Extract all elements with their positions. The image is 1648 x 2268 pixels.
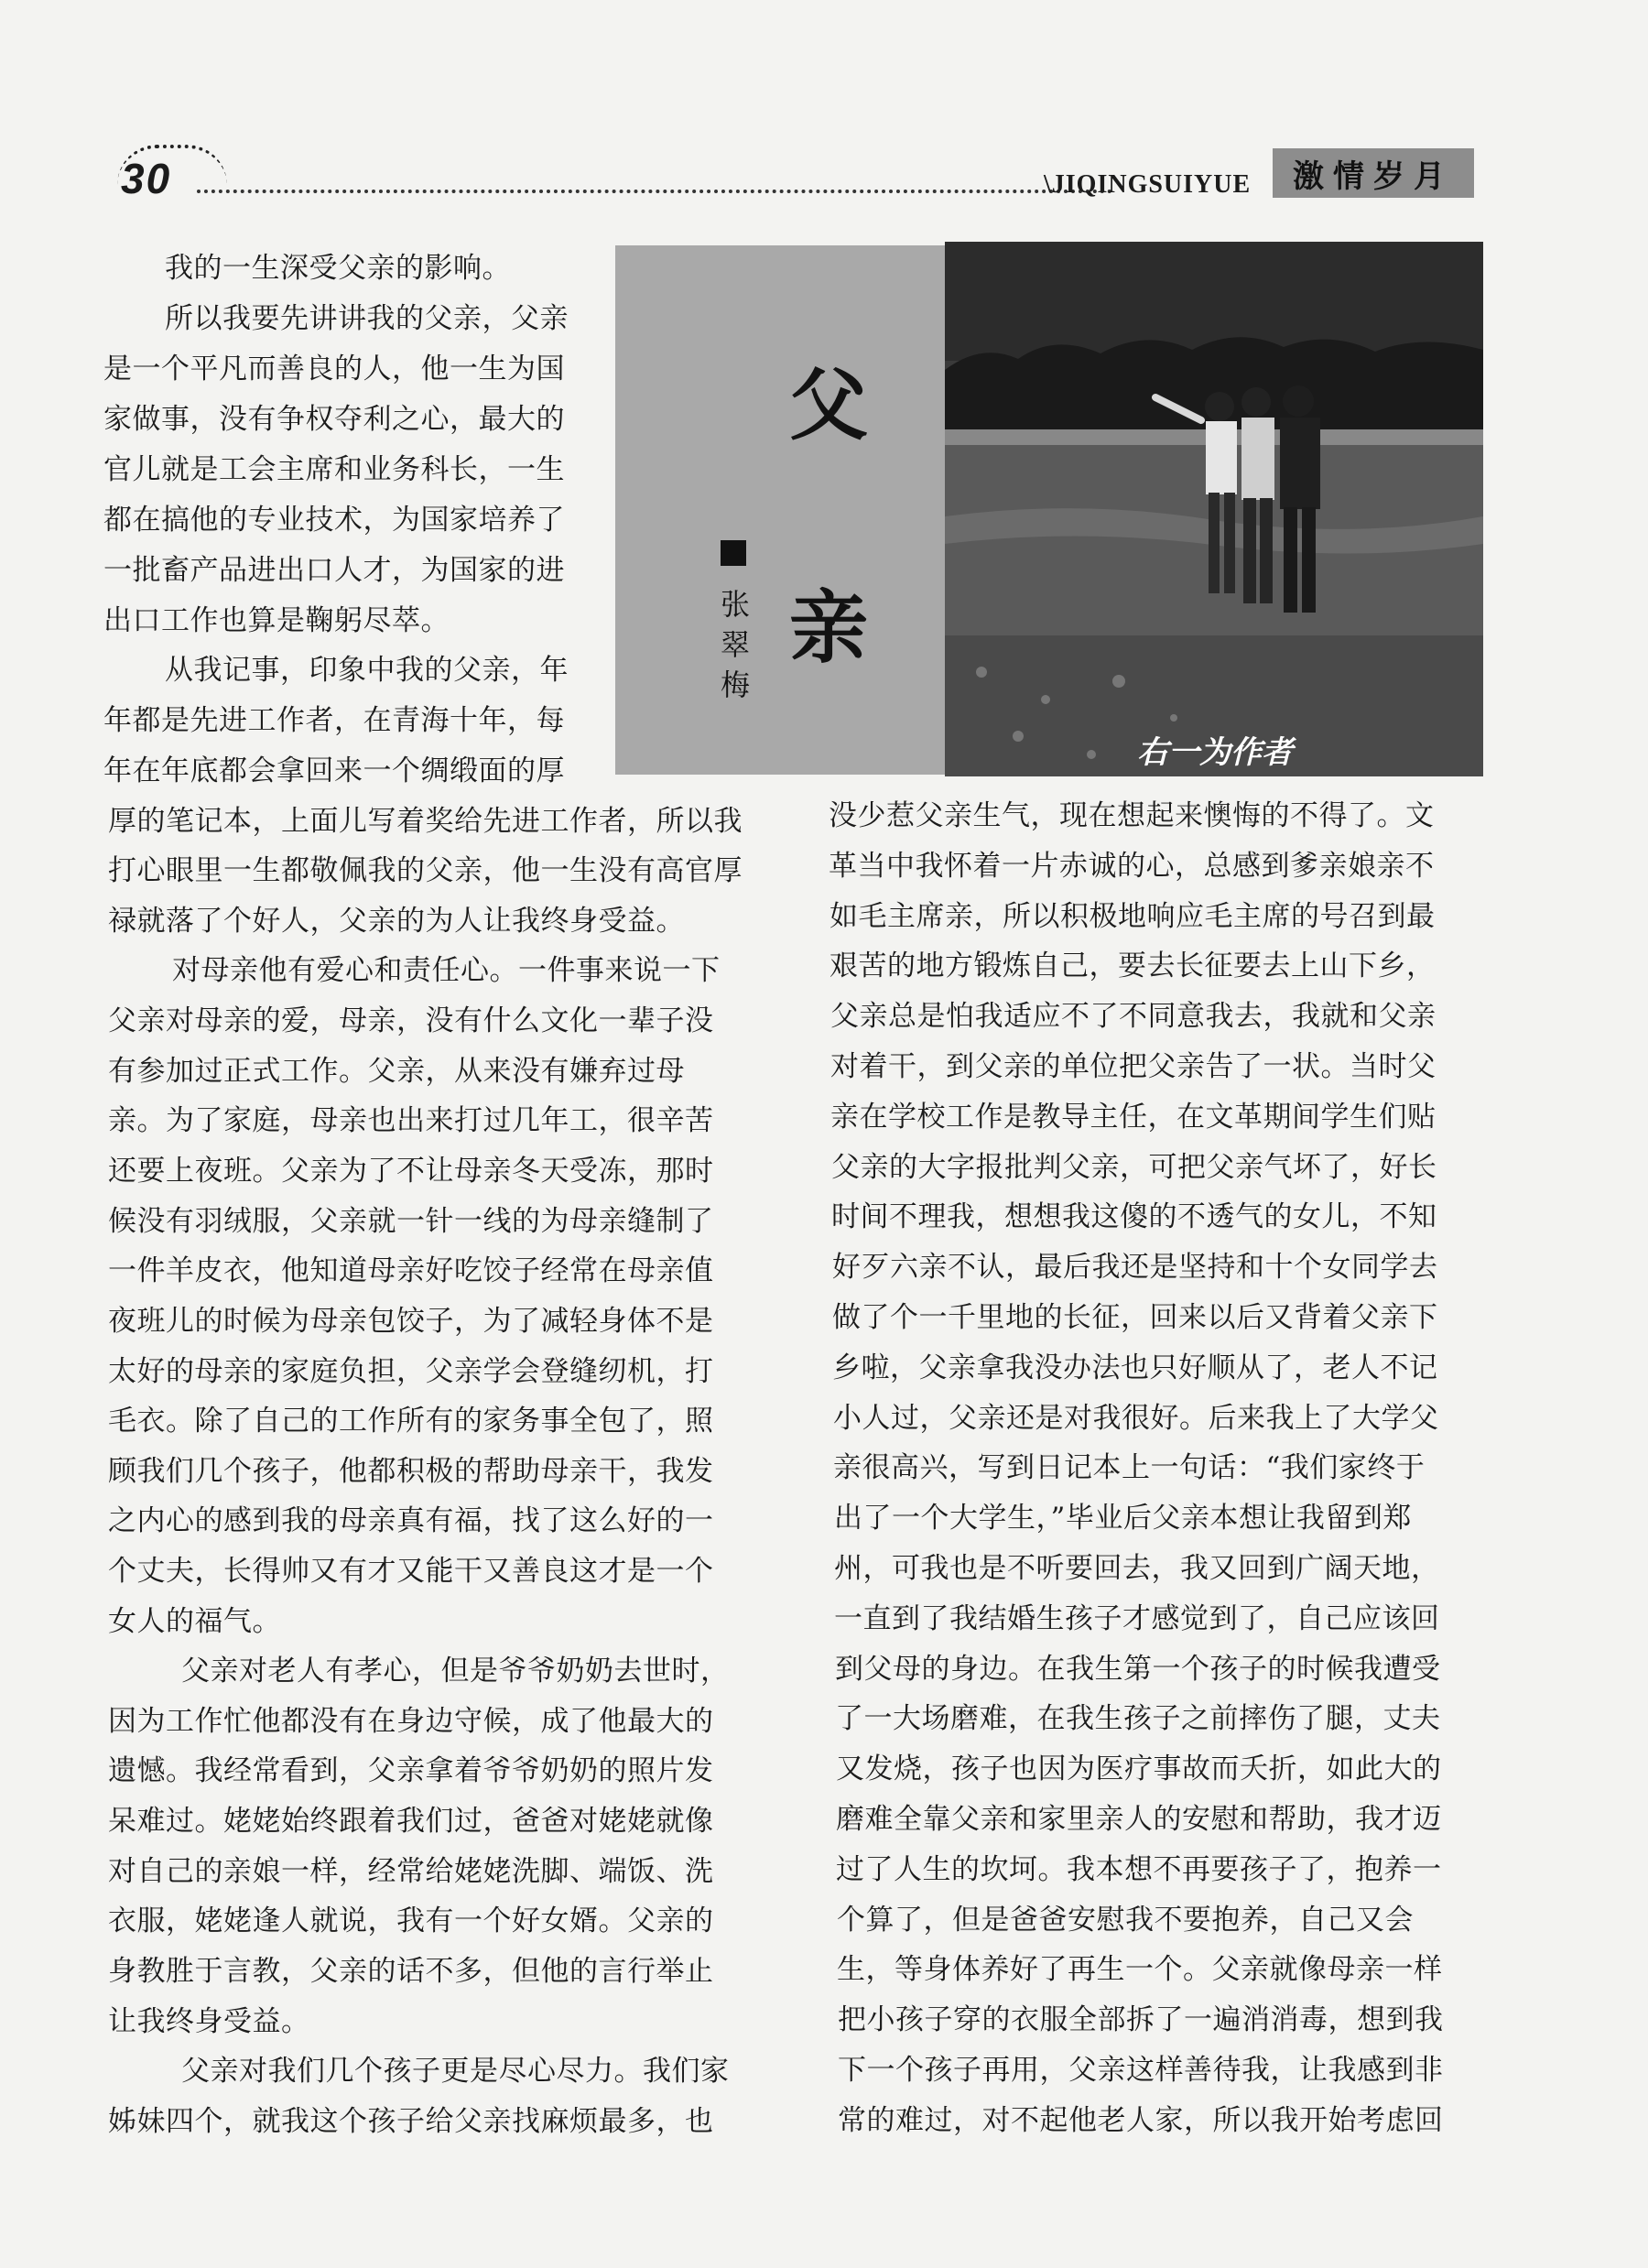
- article-text-line: 让我终身受益。: [108, 2005, 310, 2038]
- article-text-line: 下一个孩子再用，父亲这样善待我，让我感到非: [838, 2054, 1444, 2087]
- article-text-line: 姊妹四个，就我这个孩子给父亲找麻烦最多，也: [108, 2105, 714, 2138]
- article-text-line: 过了人生的坎坷。我本想不再要孩子了，抱养一: [836, 1852, 1442, 1886]
- article-text-line: 父亲的大字报批判父亲，可把父亲气坏了，好长: [831, 1150, 1437, 1184]
- article-text-line: 衣服，姥姥逢人就说，我有一个好女婿。父亲的: [108, 1904, 714, 1937]
- article-text-line: 把小孩子穿的衣服全部拆了一遍消消毒，想到我: [838, 2003, 1444, 2037]
- article-text-line: 到父母的身边。在我生第一个孩子的时候我遭受: [835, 1652, 1441, 1686]
- article-text-line: 做了个一千里地的长征，回来以后又背着父亲下: [832, 1301, 1438, 1334]
- article-text-line: 对着干，到父亲的单位把父亲告了一状。当时父: [830, 1050, 1437, 1083]
- article-text-line: 遗憾。我经常看到，父亲拿着爷爷奶奶的照片发: [108, 1754, 714, 1787]
- article-text-line: 是一个平凡而善良的人，他一生为国: [103, 353, 565, 385]
- section-name-english: \JIQINGSUIYUE: [1044, 170, 1252, 199]
- author-name: 张 翠 梅: [720, 587, 750, 702]
- article-text-line: 打心眼里一生都敬佩我的父亲，他一生没有高官厚: [108, 854, 743, 887]
- article-text-line: 一件羊皮衣，他知道母亲好吃饺子经常在母亲值: [108, 1254, 714, 1287]
- section-name-chinese: 激情岁月: [1273, 148, 1474, 198]
- article-text-line: 年都是先进工作者，在青海十年，每: [103, 704, 565, 737]
- article-text-line: 一批畜产品进出口人才，为国家的进: [103, 554, 565, 587]
- article-text-line: 家做事，没有争权夺利之心，最大的: [103, 403, 565, 436]
- article-text-line: 一直到了我结婚生孩子才感觉到了，自己应该回: [834, 1601, 1440, 1635]
- article-text-line: 对自己的亲娘一样，经常给姥姥洗脚、端饭、洗: [108, 1855, 714, 1888]
- title-panel: [615, 245, 945, 775]
- article-text-line: 呆难过。姥姥始终跟着我们过，爸爸对姥姥就像: [108, 1805, 714, 1838]
- article-title-char-1: 父: [789, 360, 868, 451]
- article-text-line: 个算了，但是爸爸安慰我不要抱养，自己又会: [837, 1903, 1414, 1937]
- article-text-line: 禄就落了个好人，父亲的为人让我终身受益。: [108, 905, 685, 938]
- article-text-line: 候没有羽绒服，父亲就一针一线的为母亲缝制了: [108, 1205, 714, 1238]
- article-text-line: 有参加过正式工作。父亲，从来没有嫌弃过母: [108, 1055, 685, 1088]
- article-text-line: 个丈夫，长得帅又有才又能干又善良这才是一个: [108, 1555, 714, 1588]
- article-text-line: 乡啦，父亲拿我没办法也只好顺从了，老人不记: [832, 1351, 1438, 1384]
- article-text-line: 我的一生深受父亲的影响。: [165, 252, 511, 285]
- article-text-line: 出了一个大学生，”毕业后父亲本想让我留到郑: [834, 1502, 1412, 1536]
- article-text-line: 还要上夜班。父亲为了不让母亲冬天受冻，那时: [108, 1155, 714, 1188]
- article-text-line: 没少惹父亲生气，现在想起来懊悔的不得了。文: [829, 799, 1435, 832]
- article-text-line: 又发烧，孩子也因为医疗事故而夭折，如此大的: [836, 1753, 1442, 1786]
- page-header: [101, 137, 1483, 211]
- article-text-line: 夜班儿的时候为母亲包饺子，为了减轻身体不是: [108, 1305, 714, 1338]
- article-text-line: 身教胜于言教，父亲的话不多，但他的言行举止: [108, 1955, 714, 1988]
- article-text-line: 毛衣。除了自己的工作所有的家务事全包了，照: [108, 1405, 714, 1438]
- article-text-line: 州，可我也是不听要回去，我又回到广阔天地，: [834, 1552, 1440, 1585]
- article-text-line: 对母亲他有爱心和责任心。一件事来说一下: [172, 954, 721, 987]
- photo-illustration: [945, 242, 1483, 776]
- article-text-line: 生，等身体养好了再生一个。父亲就像母亲一样: [837, 1953, 1443, 1987]
- article-text-line: 艰苦的地方锻炼自己，要去长征要去上山下乡，: [829, 950, 1436, 983]
- article-text-line: 好歹六亲不认，最后我还是坚持和十个女同学去: [832, 1251, 1438, 1285]
- article-text-line: 女人的福气。: [108, 1605, 281, 1638]
- header-dotted-rule: [197, 190, 1112, 193]
- article-text-line: 亲在学校工作是教导主任，在文革期间学生们贴: [830, 1100, 1437, 1134]
- article-text-line: 亲很高兴，写到日记本上一句话：“我们家终于: [833, 1451, 1426, 1485]
- article-text-line: 革当中我怀着一片赤诚的心，总感到爹亲娘亲不: [829, 849, 1435, 883]
- article-title-char-2: 亲: [789, 582, 868, 674]
- page-number: 30: [121, 155, 172, 202]
- article-text-line: 太好的母亲的家庭负担，父亲学会登缝纫机，打: [108, 1355, 714, 1388]
- photo-caption: 右一为作者: [1137, 734, 1293, 771]
- article-text-line: 所以我要先讲讲我的父亲，父亲: [165, 302, 569, 335]
- article-text-line: 如毛主席亲，所以积极地响应毛主席的号召到最: [829, 899, 1436, 933]
- article-text-line: 时间不理我，想想我这傻的不透气的女儿，不知: [831, 1200, 1437, 1234]
- article-text-line: 父亲对母亲的爱，母亲，没有什么文化一辈子没: [108, 1004, 714, 1037]
- article-text-line: 磨难全靠父亲和家里亲人的安慰和帮助，我才迈: [836, 1803, 1442, 1836]
- article-text-line: 都在搞他的专业技术，为国家培养了: [103, 504, 565, 537]
- article-text-line: 顾我们几个孩子，他都积极的帮助母亲干，我发: [108, 1455, 714, 1488]
- article-text-line: 父亲总是怕我适应不了不同意我去，我就和父亲: [830, 1000, 1437, 1034]
- article-text-line: 之内心的感到我的母亲真有福，找了这么好的一: [108, 1504, 714, 1537]
- article-text-line: 官儿就是工会主席和业务科长，一生: [103, 453, 565, 486]
- article-photo: [945, 242, 1483, 776]
- article-text-line: 厚的笔记本，上面儿写着奖给先进工作者，所以我: [108, 805, 743, 838]
- article-text-line: 年在年底都会拿回来一个绸缎面的厚: [103, 754, 565, 787]
- article-text-line: 小人过，父亲还是对我很好。后来我上了大学父: [833, 1401, 1439, 1435]
- article-text-line: 常的难过，对不起他老人家，所以我开始考虑回: [838, 2103, 1444, 2137]
- author-square-icon: [721, 540, 746, 566]
- article-text-line: 父亲对我们几个孩子更是尽心尽力。我们家: [181, 2055, 730, 2088]
- article-text-line: 出口工作也算是鞠躬尽萃。: [103, 604, 450, 637]
- article-text-line: 亲。为了家庭，母亲也出来打过几年工，很辛苦: [108, 1104, 714, 1137]
- article-text-line: 从我记事，印象中我的父亲，年: [165, 654, 569, 687]
- article-text-line: 父亲对老人有孝心，但是爷爷奶奶去世时，: [181, 1655, 730, 1687]
- article-text-line: 因为工作忙他都没有在身边守候，成了他最大的: [108, 1705, 714, 1738]
- article-text-line: 了一大场磨难，在我生孩子之前摔伤了腿，丈夫: [835, 1702, 1441, 1736]
